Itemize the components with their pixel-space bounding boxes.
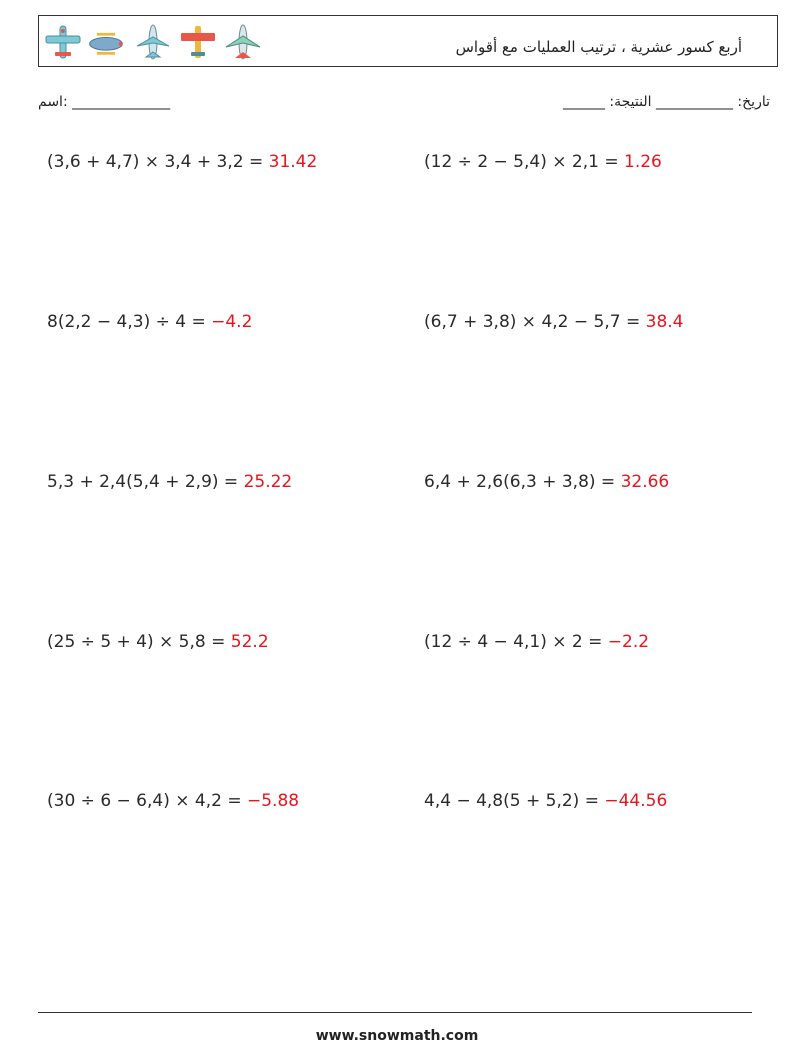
problem-expression: 5,3 + 2,4(5,4 + 2,9) = [47,472,244,492]
airplane-icon [43,22,83,62]
problem-expression: (3,6 + 4,7) × 3,4 + 3,2 = [47,152,269,172]
propeller-plane-icon [86,22,126,62]
problem-6 [424,472,669,492]
date-score-line: ______ :تاريخ: ___________ النتيجة [562,94,770,110]
problem-answer: −2.2 [607,632,650,652]
problem-expression: (25 ÷ 5 + 4) × 5,8 = [47,632,231,652]
problem-answer: 52.2 [230,632,269,652]
problem-answer: 1.26 [624,152,662,172]
problem-2 [424,152,662,172]
problem-1 [47,152,317,172]
problem-answer: 31.42 [268,152,318,172]
problem-expression: 6,4 + 2,6(6,3 + 3,8) = [424,472,621,492]
problem-answer: 25.22 [243,472,293,492]
problem-expression: 8(2,2 − 4,3) ÷ 4 = [47,312,212,332]
problem-expression: 4,4 − 4,8(5 + 5,2) = [424,791,605,811]
problem-7 [47,632,269,652]
problem-5 [47,472,292,492]
worksheet-header [38,15,778,67]
problem-answer: 32.66 [620,472,670,492]
problem-9 [47,791,299,811]
footer-url[interactable]: www.snowmath.com [315,1028,479,1044]
problem-expression: (30 ÷ 6 − 6,4) × 4,2 = [47,791,247,811]
problem-answer: −5.88 [247,791,300,811]
airplane-icon [223,22,263,62]
problem-answer: −44.56 [604,791,668,811]
problem-3 [47,312,252,332]
problem-expression: (6,7 + 3,8) × 4,2 − 5,7 = [424,312,646,332]
problem-10 [424,791,667,811]
problem-expression: (12 ÷ 2 − 5,4) × 2,1 = [424,152,624,172]
worksheet-title: أربع كسور عشرية ، ترتيب العمليات مع أقواس [455,38,742,56]
problem-answer: 38.4 [645,312,684,332]
footer-divider [38,1012,752,1013]
problem-expression: (12 ÷ 4 − 4,1) × 2 = [424,632,608,652]
problem-answer: −4.2 [211,312,253,332]
biplane-icon [178,22,218,62]
problem-4 [424,312,683,332]
problem-8 [424,632,649,652]
airplane-icon [133,22,173,62]
name-field-line: اسم: ______________ [38,94,171,110]
